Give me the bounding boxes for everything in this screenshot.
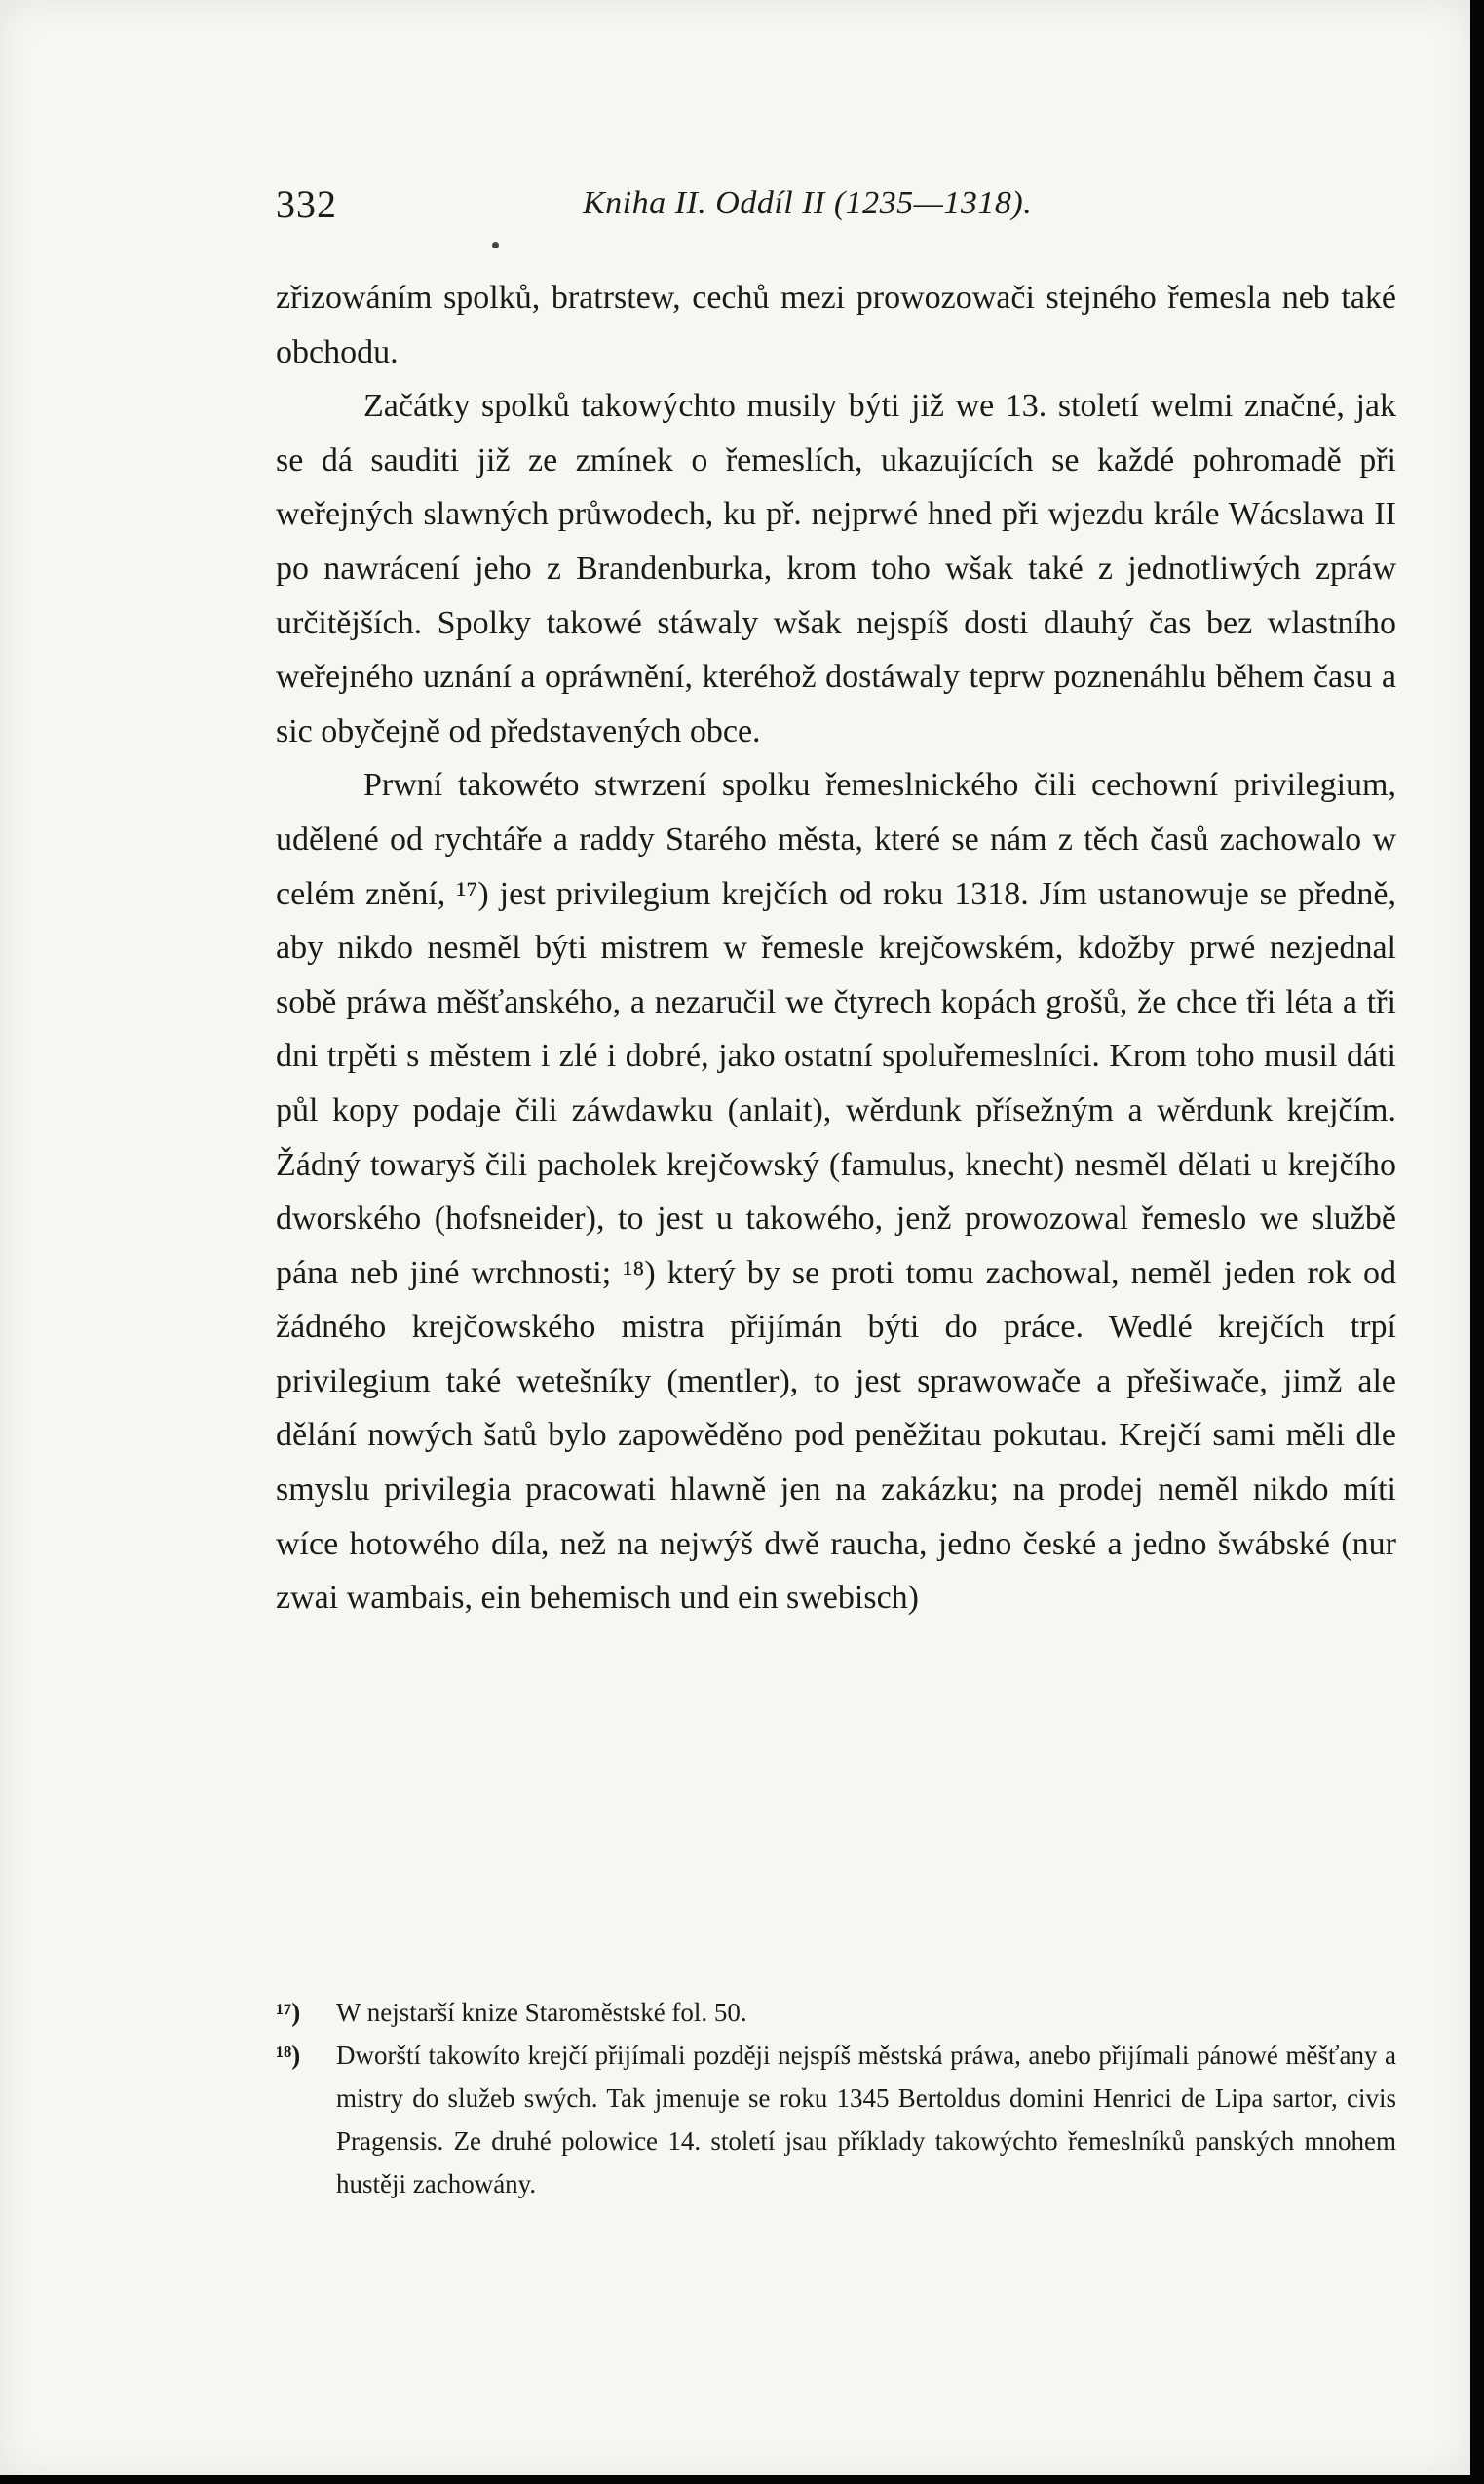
scan-bottom-edge [0, 2475, 1484, 2484]
footnote-17-mark: ¹⁷) [276, 1998, 301, 2027]
footnote-18-text: Dworští takowíto krejčí přijímali později nejspíš městská práwa, anebo přijímali pánowé měšťany a mistry do služeb swých. Tak jmenuje se roku 1345 Bertoldus domini Henrici de Lipa sartor, civis Pragensis. Ze druhé polowice 14. století jsau příklady takowýchto řemeslníků panských mnohem hustěji zachowány. [336, 2041, 1396, 2198]
footnotes [276, 1991, 1396, 2205]
footnote-17-text: W nejstarší knize Staroměstské fol. 50. [336, 1998, 747, 2027]
running-title: Kniha II. Oddíl II (1235—1318). [583, 185, 1033, 221]
footnote-18-mark: ¹⁸) [276, 2041, 301, 2070]
page-number: 332 [276, 182, 337, 226]
main-text [276, 271, 1396, 1625]
paragraph-1: zřizowáním spolků, bratrstew, cechů mezi prowozowači stejného řemesla neb také obchodu. [276, 280, 1396, 370]
footnote-18 [276, 2034, 1396, 2205]
scan-right-edge [1470, 0, 1484, 2484]
paragraph-2: Začátky spolků takowýchto musily býti již we 13. století welmi značné, jak se dá sauditi již ze zmínek o řemeslích, ukazujících se každé pohromadě při weřejných slawných průwodech, ku př. nejprwé hned při wjezdu krále Wácslawa II po nawrácení jeho z Brandenburka, krom toho wšak také z jednotliwých zpráw určitějších. Spolky takowé stáwaly wšak nejspíš dosti dlauhý čas bez wlastního weřejného uznání a opráwnění, kteréhož dostáwaly teprw poznenáhlu během času a sic obyčejně od představených obce. [276, 388, 1396, 749]
footnote-17 [276, 1991, 1396, 2034]
ink-dot [492, 242, 499, 248]
page-header [276, 173, 1396, 232]
paragraph-3: Prwní takowéto stwrzení spolku řemeslnického čili cechowní privilegium, udělené od rychtáře a raddy Starého města, které se nám z těch časů zachowalo w celém znění, ¹⁷) jest privilegium krejčích od roku 1318. Jím ustanowuje se předně, aby nikdo nesměl býti mistrem w řemesle krejčowském, kdožby prwé nezjednal sobě práwa měšťanského, a nezaručil we čtyrech kopách grošů, že chce tři léta a tři dni trpěti s městem i zlé i dobré, jako ostatní spoluřemeslníci. Krom toho musil dáti půl kopy podaje čili záwdawku (anlait), wěrdunk přísežným a wěrdunk krejčím. Žádný towaryš čili pacholek krejčowský (famulus, knecht) nesměl dělati u krejčího dworského (hofsneider), to jest u takowého, jenž prowozowal řemeslo we službě pána neb jiné wrchnosti; ¹⁸) který by se proti tomu zachowal, neměl jeden rok od žádného krejčowského mistra přijímán býti do práce. Wedlé krejčích trpí privilegium také wetešníky (mentler), to jest sprawowače a přešiwače, jimž ale dělání nowých šatů bylo zapowěděno pod peněžitau pokutau. Krejčí sami měli dle smyslu privilegia pracowati hlawně jen na zakázku; na prodej neměl nikdo míti wíce hotowého díla, než na nejwýš dwě raucha, jedno české a jedno šwábské (nur zwai wambais, ein behemisch und ein swebisch) [276, 767, 1396, 1617]
